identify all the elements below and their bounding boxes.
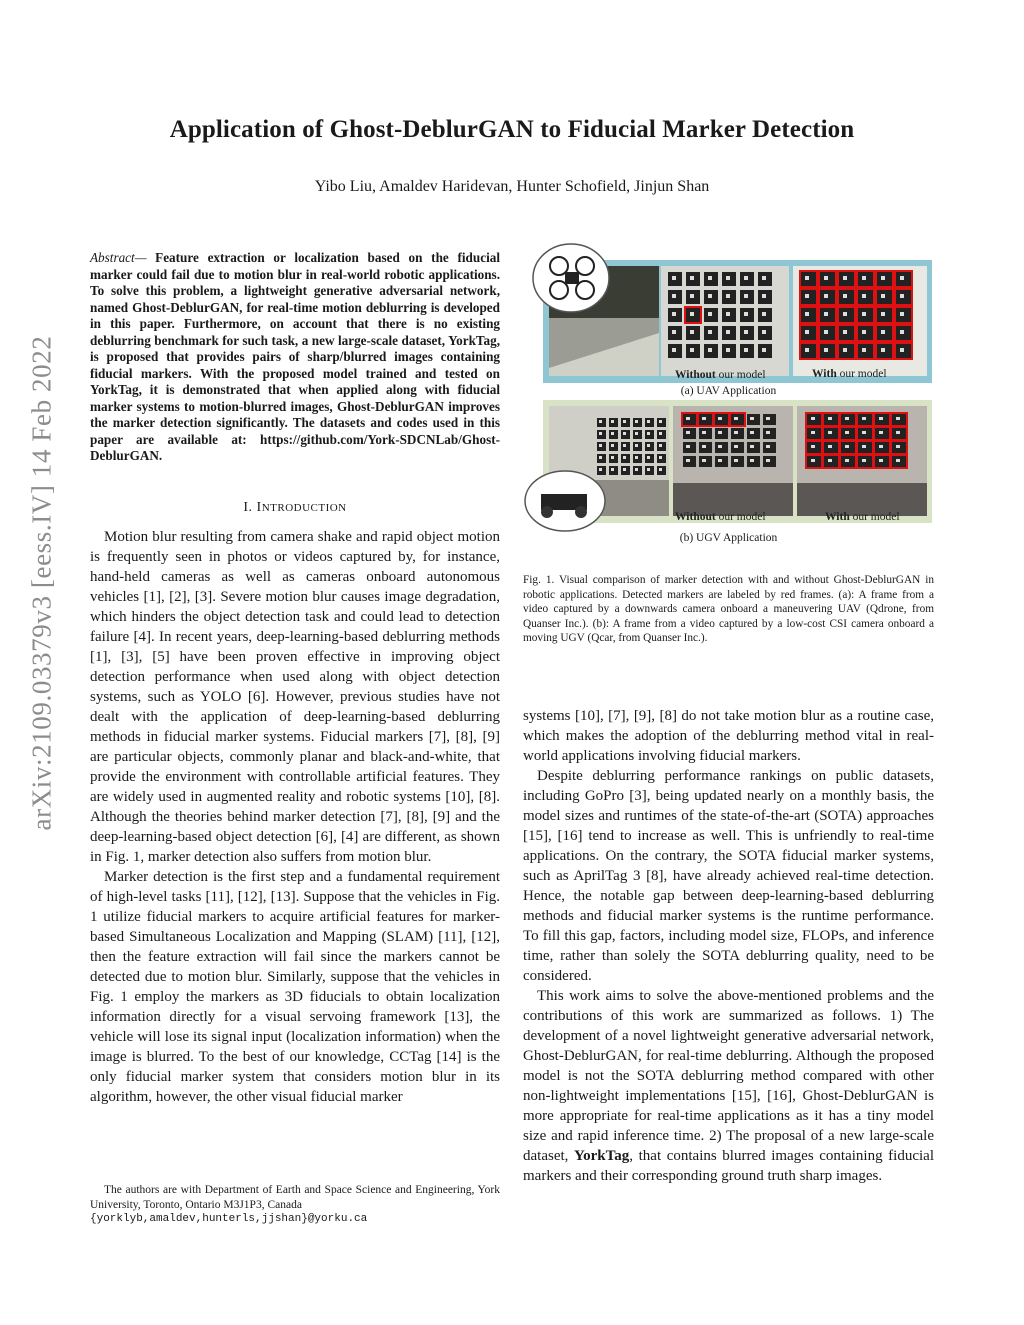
- intro-paragraph-1: Motion blur resulting from camera shake and rapid object motion is frequently seen in photos or videos captured by, for instance, hand-held cameras as well as cameras onboard autonomous vehicles [1], [2], [3]. Severe motion blur causes image degradation, which hinders the object detection task and could lead to detection failure [4]. In recent years, deep-learning-based deblurring methods [1], [3], [5] have been proven effective in improving object detection performance when used along with object detection systems, such as YOLO [6]. However, previous studies have not dealt with the application of deep-learning-based deblurring methods in fiducial marker systems. Fiducial markers [7], [8], [9] are particular objects, commonly planar and black-and-white, that provide the environment with controllable artificial features. They are widely used in augmented reality and robotic systems [10], [8]. Although the theories behind marker detection [7], [8], [9] and the deep-learning-based object detection [6], [4] are different, as shown in Fig. 1, marker detection also suffers from motion blur.: [90, 529, 500, 865]
- marker-detected: [839, 272, 854, 286]
- section-number: I.: [243, 500, 257, 515]
- marker: [763, 428, 776, 439]
- marker-detected: [807, 442, 821, 453]
- marker: [683, 428, 696, 439]
- marker-detected: [731, 414, 744, 425]
- marker: [668, 326, 682, 340]
- marker: [621, 442, 630, 451]
- marker-detected: [839, 290, 854, 304]
- marker-detected: [896, 290, 911, 304]
- section-heading-introduction: [90, 500, 500, 516]
- footnote-affiliation: The authors are with Department of Earth and Space Science and Engineering, York University, Toronto, Ontario M3J1P3, Canada: [90, 1184, 500, 1211]
- marker-detected: [858, 456, 872, 467]
- marker: [645, 430, 654, 439]
- marker-detected: [820, 326, 835, 340]
- marker: [740, 344, 754, 358]
- marker: [683, 442, 696, 453]
- ugv-subcaption: (b) UGV Application: [679, 532, 778, 544]
- uav-with-label: With our model: [812, 368, 887, 380]
- figure-1-caption: Fig. 1. Visual comparison of marker detection with and without Ghost-DeblurGAN in robotic applications. Detected markers are labeled by red frames. (a): A frame from a video captured by a downwards camera onboard a maneuvering UAV (Qdrone, from Quanser Inc.). (b): A frame from a video captured by a low-cost CSI camera onboard a moving UGV (Qcar, from Quanser Inc.).: [523, 574, 934, 644]
- marker-detected: [841, 442, 855, 453]
- marker-detected: [841, 414, 855, 425]
- marker: [758, 344, 772, 358]
- marker: [645, 466, 654, 475]
- marker: [645, 454, 654, 463]
- marker: [740, 326, 754, 340]
- marker-detected: [807, 456, 821, 467]
- marker-detected: [892, 456, 906, 467]
- footnote-email: {yorklyb,amaldev,hunterls,jjshan}@yorku.ca: [90, 1213, 368, 1225]
- marker: [758, 272, 772, 286]
- marker-detected: [877, 272, 892, 286]
- marker: [668, 308, 682, 322]
- marker: [621, 454, 630, 463]
- marker: [731, 442, 744, 453]
- marker: [740, 308, 754, 322]
- marker-detected: [801, 344, 816, 358]
- marker: [668, 344, 682, 358]
- abstract-body: Feature extraction or localization based on the fiducial marker could fail due to motion blur in real-world robotic applications. To solve this problem, a lightweight generative adversarial network, named Ghost-DeblurGAN, for real-time motion deblurring is developed in this paper. Furthermore, on account that there is no existing deblurring benchmark for such task, a new large-scale dataset, YorkTag, is proposed that provides pairs of sharp/blurred images containing fiducial markers. With the proposed model trained and tested on YorkTag, it is demonstrated that when applied along with fiducial marker systems to motion-blurred images, Ghost-DeblurGAN improves the marker detection significantly. The datasets and codes used in this paper are available at: https://github.com/York-SDCNLab/Ghost-DeblurGAN.: [90, 250, 500, 463]
- marker: [609, 466, 618, 475]
- marker-detected: [858, 428, 872, 439]
- marker: [657, 454, 666, 463]
- author-footnote: [90, 1183, 500, 1227]
- uav-subcaption: (a) UAV Application: [680, 385, 777, 397]
- section-title-first: I: [256, 500, 262, 515]
- marker-detected: [807, 428, 821, 439]
- marker: [731, 456, 744, 467]
- marker-detected: [875, 428, 889, 439]
- marker: [747, 442, 760, 453]
- marker: [715, 428, 728, 439]
- marker-detected: [824, 428, 838, 439]
- marker-detected: [807, 414, 821, 425]
- marker: [722, 272, 736, 286]
- marker-detected: [699, 414, 712, 425]
- uav-without-label: Without our model: [675, 369, 766, 381]
- marker-detected: [683, 414, 696, 425]
- marker-detected: [824, 442, 838, 453]
- marker: [722, 326, 736, 340]
- marker-detected: [820, 308, 835, 322]
- marker: [763, 442, 776, 453]
- left-column-body: [90, 527, 500, 1107]
- marker: [597, 442, 606, 451]
- marker-detected: [820, 344, 835, 358]
- marker-detected: [892, 428, 906, 439]
- marker: [686, 272, 700, 286]
- section-title-rest: NTRODUCTION: [261, 502, 347, 514]
- marker-detected: [892, 414, 906, 425]
- marker: [763, 414, 776, 425]
- marker: [722, 308, 736, 322]
- marker-detected: [801, 308, 816, 322]
- uav-blurred-markers: [668, 272, 772, 358]
- marker: [758, 308, 772, 322]
- dataset-name: YorkTag: [573, 1148, 630, 1164]
- marker-detected: [715, 414, 728, 425]
- marker: [740, 290, 754, 304]
- marker: [668, 272, 682, 286]
- marker-detected: [824, 414, 838, 425]
- marker: [621, 466, 630, 475]
- ugv-deblurred-markers: [807, 414, 906, 467]
- right-paragraph-2: Despite deblurring performance rankings on public datasets, including GoPro [3], being updated nearly on a monthly basis, the model sizes and runtimes of the state-of-the-art (SOTA) approaches [15], [16] tend to increase as well. This is unfriendly to real-time applications. On the contrary, the SOTA fiducial marker systems, such as AprilTag 3 [8], have already achieved real-time detection. Hence, the notable gap between deep-learning-based deblurring methods and fiducial marker systems is the runtime performance. To fill this gap, factors, including model size, FLOPs, and inference time, rather than solely the SOTA deblurring quality, need to be considered.: [523, 768, 934, 984]
- marker: [657, 442, 666, 451]
- marker: [747, 456, 760, 467]
- marker: [747, 428, 760, 439]
- marker: [657, 418, 666, 427]
- marker-detected: [896, 308, 911, 322]
- marker-detected: [858, 344, 873, 358]
- marker-detected: [877, 308, 892, 322]
- marker-detected: [896, 272, 911, 286]
- marker: [645, 442, 654, 451]
- marker-detected: [875, 442, 889, 453]
- marker: [731, 428, 744, 439]
- marker: [657, 430, 666, 439]
- marker: [633, 418, 642, 427]
- marker: [597, 454, 606, 463]
- marker-detected: [820, 290, 835, 304]
- marker-detected: [801, 326, 816, 340]
- marker: [609, 418, 618, 427]
- marker-detected: [858, 414, 872, 425]
- marker: [715, 442, 728, 453]
- ugv-with-label: With our model: [825, 511, 900, 523]
- marker-detected: [875, 414, 889, 425]
- marker: [609, 454, 618, 463]
- right-paragraph-3: This work aims to solve the above-mentioned problems and the contributions of this work are summarized as follows. 1) The development of a novel lightweight generative adversarial network, Ghost-DeblurGAN, for real-time deblurring. Although the proposed model is not the SOTA deblurring method compared with other non-lightweight implementations [15], [16], Ghost-DeblurGAN is more appropriate for real-time applications as it has a tiny model size and rapid inference time. 2) The proposal of a new large-scale dataset, YorkTag, that contains blurred images containing fiducial markers and their corresponding ground truth sharp images.: [523, 988, 934, 1184]
- marker: [633, 454, 642, 463]
- paper-title: Application of Ghost-DeblurGAN to Fiducial Marker Detection: [169, 116, 855, 143]
- ugv-reference-markers: [597, 418, 666, 475]
- ugv-without-label: Without our model: [675, 511, 766, 523]
- paper-authors: Yibo Liu, Amaldev Haridevan, Hunter Schofield, Jinjun Shan: [314, 178, 710, 195]
- marker: [686, 326, 700, 340]
- marker-detected: [877, 290, 892, 304]
- marker: [715, 456, 728, 467]
- marker-detected: [858, 308, 873, 322]
- marker: [699, 428, 712, 439]
- marker: [758, 326, 772, 340]
- intro-paragraph-2: Marker detection is the first step and a fundamental requirement of high-level tasks [11], [12], [13]. Suppose that the vehicles in Fig. 1 utilize fiducial markers to acquire artificial features for marker-based Simultaneous Localization and Mapping (SLAM) [11], [12], then the feature extraction will fail since the markers cannot be detected due to motion blur. Similarly, suppose that the vehicles in Fig. 1 employ the markers as 3D fiducials to obtain localization information directly for a visual servoing framework [13], the vehicle will lose its signal input (localization information) when the image is blurred. To the best of our knowledge, CCTag [14] is the only fiducial marker system that considers motion blur in its algorithm, however, the other visual fiducial marker: [90, 869, 500, 1105]
- marker-detected: [839, 344, 854, 358]
- marker: [747, 414, 760, 425]
- marker: [704, 272, 718, 286]
- marker-detected: [686, 308, 700, 322]
- marker-detected: [858, 290, 873, 304]
- marker-detected: [877, 326, 892, 340]
- marker-detected: [896, 326, 911, 340]
- marker-detected: [858, 442, 872, 453]
- marker: [657, 466, 666, 475]
- marker-detected: [824, 456, 838, 467]
- marker: [704, 344, 718, 358]
- marker-detected: [892, 442, 906, 453]
- uav-deblurred-markers: [801, 272, 911, 358]
- marker: [621, 430, 630, 439]
- marker: [597, 430, 606, 439]
- marker: [597, 466, 606, 475]
- figure-1: [523, 238, 934, 558]
- marker: [722, 290, 736, 304]
- marker-detected: [801, 290, 816, 304]
- marker-detected: [858, 272, 873, 286]
- marker-detected: [841, 428, 855, 439]
- marker: [699, 442, 712, 453]
- right-column-body: [523, 706, 934, 1186]
- marker-detected: [896, 344, 911, 358]
- marker-detected: [839, 326, 854, 340]
- marker: [704, 326, 718, 340]
- marker-detected: [820, 272, 835, 286]
- marker: [699, 456, 712, 467]
- arxiv-sidebar: [16, 168, 68, 998]
- marker: [740, 272, 754, 286]
- marker: [763, 456, 776, 467]
- arxiv-identifier: arXiv:2109.03379v3 [eess.IV] 14 Feb 2022: [26, 335, 57, 831]
- marker: [645, 418, 654, 427]
- marker: [633, 430, 642, 439]
- marker: [621, 418, 630, 427]
- marker-detected: [839, 308, 854, 322]
- marker: [686, 290, 700, 304]
- ugv-blurred-markers: [683, 414, 776, 467]
- marker-detected: [841, 456, 855, 467]
- marker: [633, 442, 642, 451]
- marker: [758, 290, 772, 304]
- marker: [609, 430, 618, 439]
- marker: [686, 344, 700, 358]
- marker: [683, 456, 696, 467]
- abstract: [90, 250, 500, 465]
- marker-detected: [858, 326, 873, 340]
- right-paragraph-1: systems [10], [7], [9], [8] do not take motion blur as a routine case, which makes the adoption of the deblurring method vital in real-world applications involving fiducial markers.: [523, 708, 934, 764]
- marker: [633, 466, 642, 475]
- marker: [722, 344, 736, 358]
- abstract-heading: Abstract—: [90, 250, 147, 265]
- marker: [704, 290, 718, 304]
- marker: [704, 308, 718, 322]
- marker-detected: [875, 456, 889, 467]
- marker-detected: [801, 272, 816, 286]
- marker: [609, 442, 618, 451]
- marker: [597, 418, 606, 427]
- marker-detected: [877, 344, 892, 358]
- marker: [668, 290, 682, 304]
